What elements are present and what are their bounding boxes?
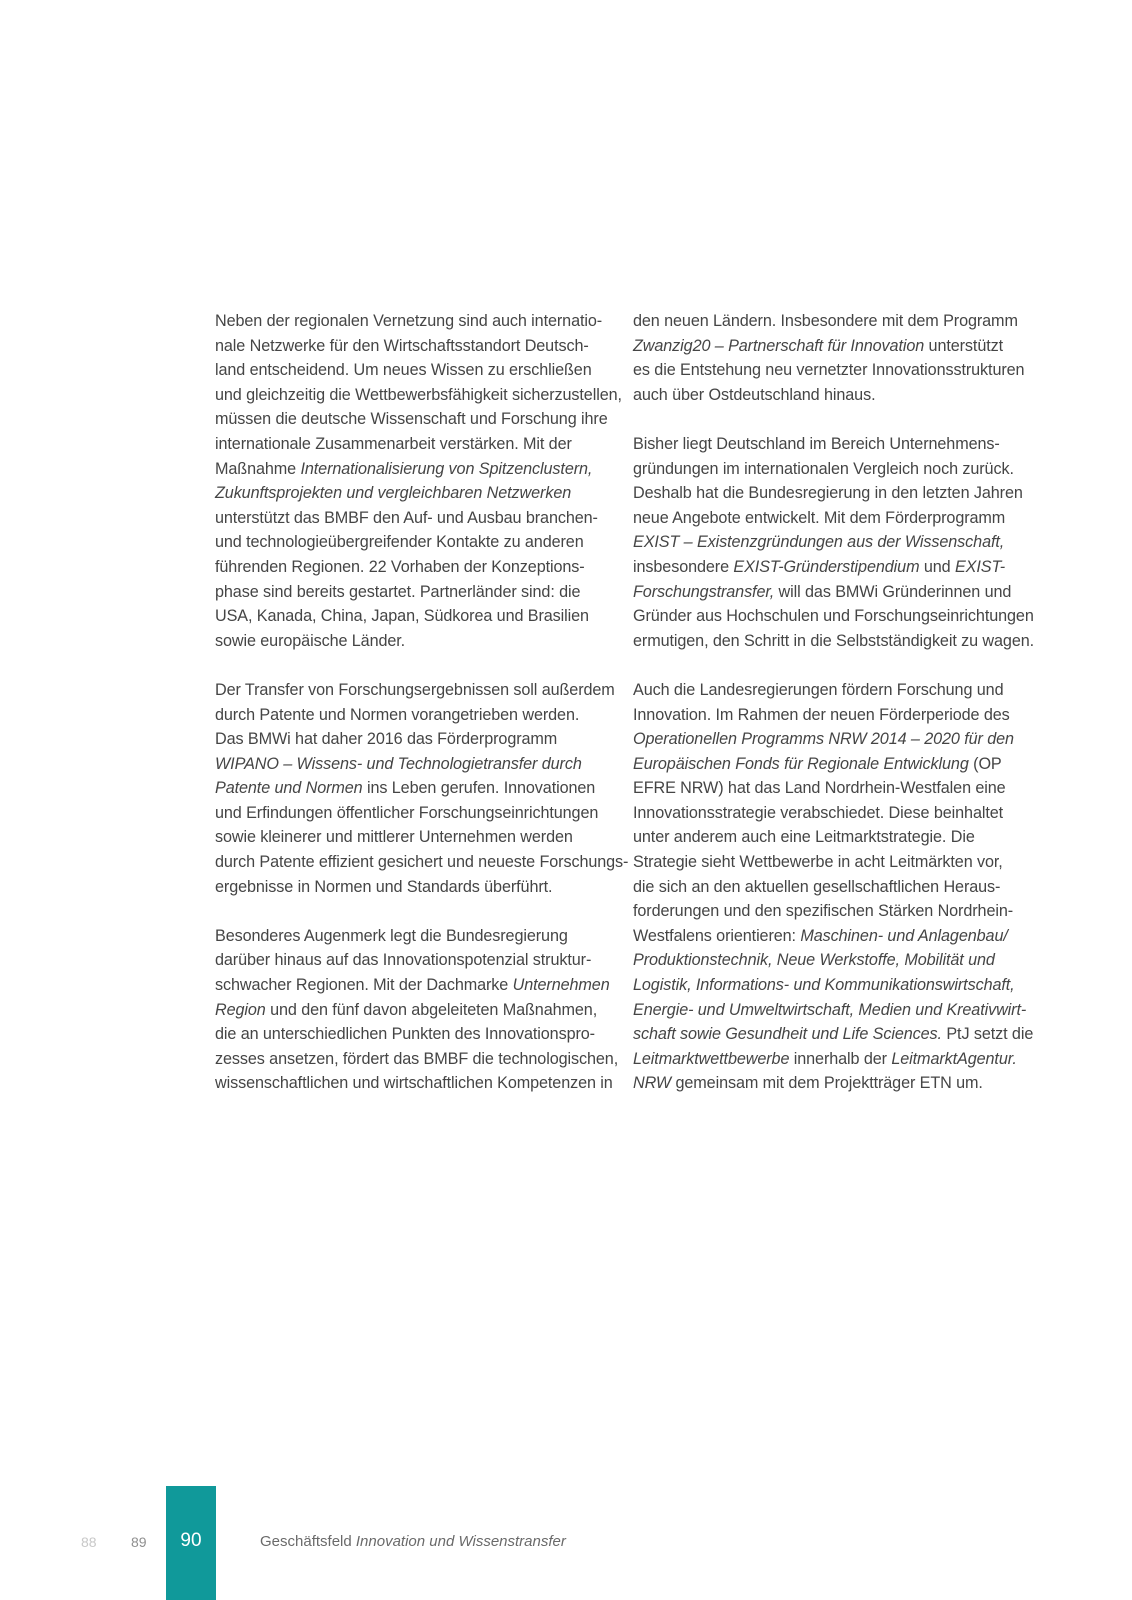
text-segment: und den fünf davon abgeleiteten Maßnahmen, [265, 1000, 598, 1019]
current-page-tab [166, 1486, 216, 1600]
text-line [215, 825, 610, 850]
text-segment: Auch die Landesregierungen fördern Forschung und [633, 680, 1004, 699]
text-segment: die an unterschiedlichen Punkten des Innovationspro- [215, 1025, 595, 1044]
italic-text-segment: EXIST – Existenzgründungen aus der Wissenschaft, [633, 533, 1005, 552]
text-segment: unterstützt das BMBF den Auf- und Ausbau branchen- [215, 508, 598, 527]
text-line [633, 358, 1033, 383]
text-line [215, 432, 610, 457]
section-prefix: Geschäftsfeld [260, 1533, 356, 1550]
text-line [633, 629, 1033, 654]
text-line [215, 1047, 619, 1072]
text-line [633, 1022, 1033, 1047]
text-segment: unter anderem auch eine Leitmarktstrategie. Die [633, 828, 975, 847]
text-segment: ins Leben gerufen. Innovationen [362, 779, 596, 798]
text-line [633, 948, 1033, 973]
text-line [215, 629, 610, 654]
italic-text-segment: Region [215, 1000, 266, 1019]
text-line [633, 530, 1033, 555]
text-segment: gründungen im internationalen Vergleich noch zurück. [633, 459, 1014, 478]
text-segment: Maßnahme [215, 459, 301, 478]
text-line [215, 924, 610, 949]
text-line [215, 948, 610, 973]
text-line [215, 334, 610, 359]
italic-text-segment: Europäischen Fonds für Regionale Entwicklung [633, 754, 969, 773]
text-segment: und gleichzeitig die Wettbewerbsfähigkeit sicherzustellen, [215, 385, 622, 404]
text-line [633, 309, 1033, 334]
text-line [633, 383, 1033, 408]
text-segment: phase sind bereits gestartet. Partnerländer sind: die [215, 582, 581, 601]
text-line [215, 1022, 610, 1047]
text-line [215, 383, 622, 408]
text-line [633, 998, 1033, 1023]
text-line [633, 678, 1033, 703]
text-line [633, 580, 1033, 605]
italic-text-segment: EXIST- [954, 557, 1006, 576]
text-line [215, 604, 610, 629]
text-line [633, 604, 1033, 629]
text-line [633, 973, 1033, 998]
text-segment: Innovation. Im Rahmen der neuen Förderperiode des [633, 705, 1010, 724]
text-segment: internationale Zusammenarbeit verstärken. Mit der [215, 434, 572, 453]
text-line [633, 727, 1033, 752]
text-segment: Deshalb hat die Bundesregierung in den letzten Jahren [633, 484, 1023, 503]
text-segment: es die Entstehung neu vernetzter Innovationsstrukturen [633, 361, 1025, 380]
text-segment: sowie kleinerer und mittlerer Unternehmen werden [215, 828, 573, 847]
italic-text-segment: Internationalisierung von Spitzenclustern, [300, 459, 593, 478]
text-segment: innerhalb der [789, 1049, 892, 1068]
text-line [215, 850, 629, 875]
text-line [633, 334, 1033, 359]
text-segment: darüber hinaus auf das Innovationspotenzial struktur- [215, 951, 592, 970]
text-segment: führenden Regionen. 22 Vorhaben der Konzeptions- [215, 557, 585, 576]
italic-text-segment: NRW [633, 1074, 672, 1093]
text-segment: neue Angebote entwickelt. Mit dem Förderprogramm [633, 508, 1006, 527]
paragraph [215, 309, 622, 653]
paragraph [633, 678, 1033, 1096]
text-segment: zesses ansetzen, fördert das BMBF die technologischen, [215, 1049, 619, 1068]
text-line [215, 678, 615, 703]
text-segment: ermutigen, den Schritt in die Selbstständigkeit zu wagen. [633, 631, 1035, 650]
text-segment: unterstützt [924, 336, 1004, 355]
text-segment: forderungen und den spezifischen Stärken Nordrhein- [633, 902, 1014, 921]
left-text-column [215, 309, 629, 1121]
right-text-column [633, 309, 1033, 1121]
italic-text-segment: schaft sowie Gesundheit und Life Sciences. [633, 1025, 942, 1044]
text-segment: sowie europäische Länder. [215, 631, 406, 650]
text-segment: ergebnisse in Normen und Standards überführt. [215, 877, 553, 896]
text-line [215, 457, 610, 482]
text-segment: Neben der regionalen Vernetzung sind auch internatio- [215, 312, 603, 330]
text-line [215, 973, 610, 998]
italic-text-segment: Leitmarktwettbewerbe [633, 1049, 790, 1068]
current-page-number: 90 [180, 1530, 202, 1551]
italic-text-segment: Patente und Normen [215, 779, 363, 798]
text-line [215, 801, 610, 826]
text-segment: Strategie sieht Wettbewerbe in acht Leitmärkten vor, [633, 853, 1003, 872]
text-line [215, 776, 610, 801]
text-segment: auch über Ostdeutschland hinaus. [633, 385, 876, 404]
text-segment: Besonderes Augenmerk legt die Bundesregierung [215, 926, 568, 945]
italic-text-segment: Maschinen- und Anlagenbau/ [800, 926, 1008, 945]
italic-text-segment: EXIST-Gründerstipendium [733, 557, 920, 576]
text-line [633, 825, 1033, 850]
text-segment: durch Patente effizient gesichert und neueste Forschungs- [215, 853, 629, 872]
text-line [215, 358, 610, 383]
text-segment: PtJ setzt die [941, 1025, 1034, 1044]
italic-text-segment: LeitmarktAgentur. [891, 1049, 1017, 1068]
text-segment: wissenschaftlichen und wirtschaftlichen Kompetenzen in [215, 1074, 613, 1093]
text-segment: Gründer aus Hochschulen und Forschungseinrichtungen [633, 607, 1034, 626]
paragraph [215, 678, 629, 899]
text-line [215, 530, 610, 555]
text-line [215, 752, 610, 777]
text-line [215, 481, 610, 506]
paragraph [633, 432, 1033, 653]
text-segment: EFRE NRW) hat das Land Nordrhein-Westfalen eine [633, 779, 1006, 798]
text-segment: Bisher liegt Deutschland im Bereich Unternehmens- [633, 434, 1000, 453]
text-segment: und technologieübergreifender Kontakte zu anderen [215, 533, 584, 552]
text-line [633, 752, 1033, 777]
section-name: Innovation und Wissenstransfer [355, 1533, 566, 1550]
text-line [215, 555, 610, 580]
text-line [215, 727, 610, 752]
text-line [633, 703, 1033, 728]
text-line [215, 407, 610, 432]
paragraph [633, 309, 1033, 407]
text-line [633, 801, 1033, 826]
text-line [633, 924, 1033, 949]
text-segment: Der Transfer von Forschungsergebnissen soll außerdem [215, 680, 615, 699]
italic-text-segment: Produktionstechnik, Neue Werkstoffe, Mobilität und [633, 951, 995, 970]
text-segment: und Erfindungen öffentlicher Forschungseinrichtungen [215, 803, 599, 822]
italic-text-segment: Energie- und Umweltwirtschaft, Medien und Kreativwirt- [633, 1000, 1027, 1019]
text-line [633, 1047, 1033, 1072]
italic-text-segment: Zukunftsprojekten und vergleichbaren Netzwerken [215, 484, 572, 503]
text-segment: durch Patente und Normen vorangetrieben werden. [215, 705, 580, 724]
text-segment: Westfalens orientieren: [633, 926, 801, 945]
text-line [633, 555, 1033, 580]
text-segment: den neuen Ländern. Insbesondere mit dem Programm [633, 312, 1018, 330]
text-line [633, 1071, 1033, 1096]
text-line [215, 1071, 613, 1096]
italic-text-segment: Zwanzig20 – Partnerschaft für Innovation [633, 336, 925, 355]
text-line [633, 875, 1033, 900]
text-segment: schwacher Regionen. Mit der Dachmarke [215, 976, 513, 995]
text-segment: Das BMWi hat daher 2016 das Förderprogramm [215, 730, 558, 749]
italic-text-segment: Forschungstransfer, [633, 582, 775, 601]
text-segment: müssen die deutsche Wissenschaft und Forschung ihre [215, 410, 608, 429]
text-segment: land entscheidend. Um neues Wissen zu erschließen [215, 361, 592, 380]
text-segment: (OP [968, 754, 1002, 773]
text-segment: USA, Kanada, China, Japan, Südkorea und Brasilien [215, 607, 589, 626]
text-segment: insbesondere [633, 557, 734, 576]
paragraph [215, 924, 619, 1096]
text-line [633, 457, 1033, 482]
text-line [633, 899, 1033, 924]
text-segment: und [919, 557, 955, 576]
text-segment: will das BMWi Gründerinnen und [774, 582, 1012, 601]
text-segment: die sich an den aktuellen gesellschaftlichen Heraus- [633, 877, 1001, 896]
text-line [633, 850, 1033, 875]
italic-text-segment: WIPANO – Wissens- und Technologietransfer durch [215, 754, 582, 773]
text-segment: gemeinsam mit dem Projektträger ETN um. [671, 1074, 983, 1093]
text-line [215, 998, 610, 1023]
italic-text-segment: Operationellen Programms NRW 2014 – 2020 für den [633, 730, 1014, 749]
footer-section-title [260, 1533, 566, 1550]
text-line [215, 703, 610, 728]
italic-text-segment: Unternehmen [512, 976, 610, 995]
text-segment: Innovationsstrategie verabschiedet. Diese beinhaltet [633, 803, 1004, 822]
page-number-89[interactable]: 89 [131, 1534, 147, 1550]
text-line [215, 580, 610, 605]
italic-text-segment: Logistik, Informations- und Kommunikationswirtschaft, [633, 976, 1015, 995]
text-line [633, 506, 1033, 531]
text-line [633, 432, 1033, 457]
text-line [215, 506, 610, 531]
text-segment: nale Netzwerke für den Wirtschaftsstandort Deutsch- [215, 336, 589, 355]
page-number-88[interactable]: 88 [81, 1534, 97, 1550]
text-line [215, 309, 610, 334]
text-line [215, 875, 610, 900]
text-line [633, 776, 1033, 801]
text-line [633, 481, 1033, 506]
